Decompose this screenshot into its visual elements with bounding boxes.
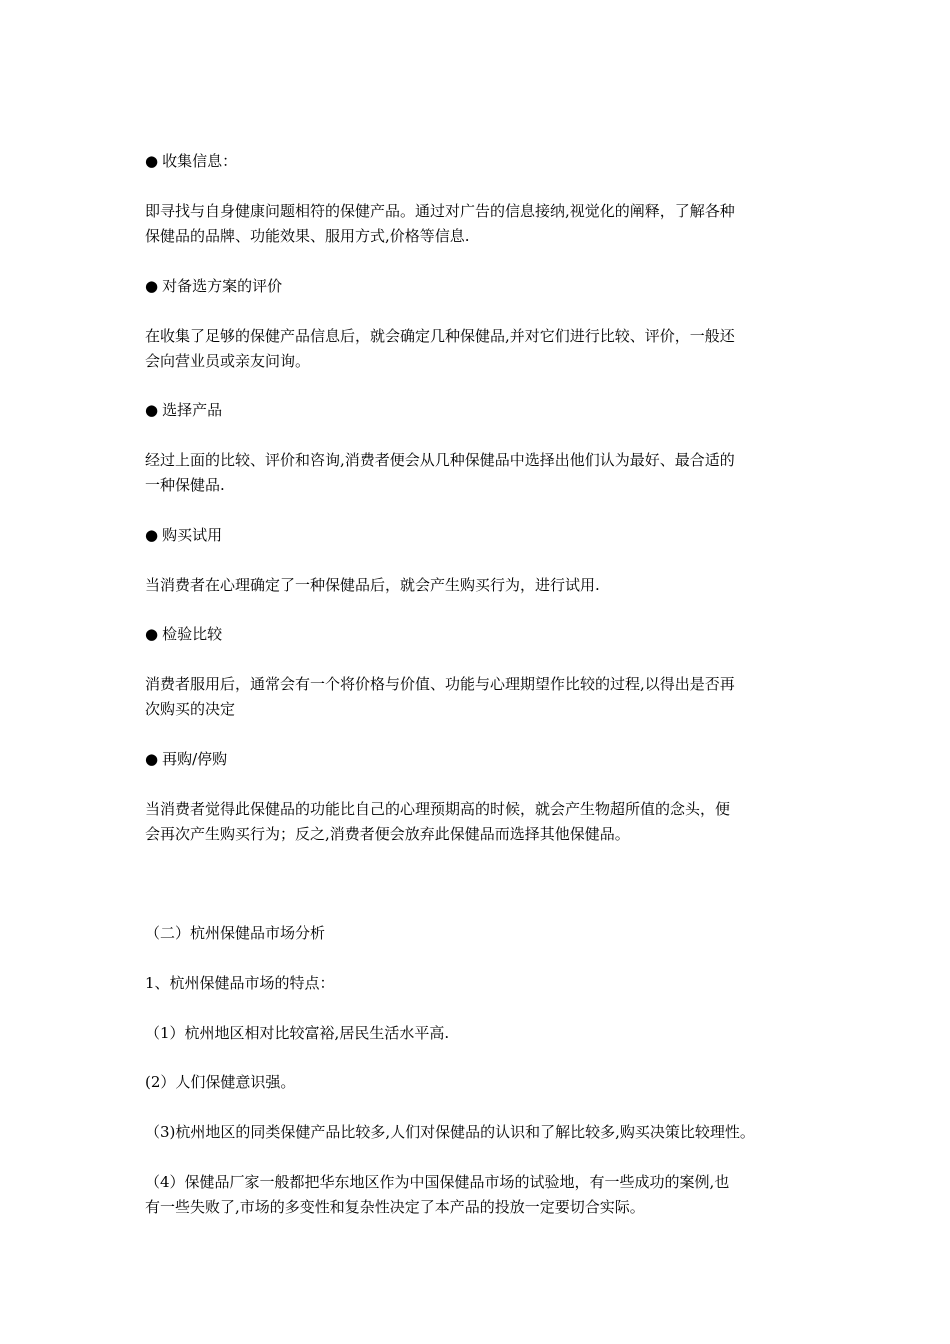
list-item: （3)杭州地区的同类保健产品比较多,人们对保健品的认识和了解比较多,购买决策比较理性。 xyxy=(145,1123,755,1141)
heading-text: 选择产品 xyxy=(162,401,223,419)
bullet-heading-repurchase xyxy=(145,747,813,771)
paragraph-line: 即寻找与自身健康问题相符的保健产品。通过对广告的信息接纳,视觉化的阐释，了解各种 xyxy=(145,202,735,220)
list-item: (2）人们保健意识强。 xyxy=(145,1073,296,1091)
heading-text: 对备选方案的评价 xyxy=(162,277,283,295)
bullet-heading-select-product xyxy=(145,398,813,422)
bullet-icon: ● xyxy=(145,625,159,643)
paragraph-line: 会再次产生购买行为；反之,消费者便会放弃此保健品而选择其他保健品。 xyxy=(145,825,630,843)
heading-text: 购买试用 xyxy=(162,526,223,544)
bullet-icon: ● xyxy=(145,277,159,295)
list-item: （1）杭州地区相对比较富裕,居民生活水平高. xyxy=(145,1024,450,1042)
paragraph-line: 在收集了足够的保健产品信息后，就会确定几种保健品,并对它们进行比较、评价，一般还 xyxy=(145,327,735,345)
bullet-heading-trial-purchase xyxy=(145,523,813,547)
paragraph-line: 一种保健品. xyxy=(145,476,225,494)
paragraph-line: 当消费者觉得此保健品的功能比自己的心理预期高的时候，就会产生物超所值的念头，便 xyxy=(145,800,731,818)
paragraph-line: 经过上面的比较、评价和咨询,消费者便会从几种保健品中选择出他们认为最好、最合适的 xyxy=(145,451,735,469)
paragraph-line: 当消费者在心理确定了一种保健品后，就会产生购买行为，进行试用. xyxy=(145,576,600,594)
heading-text: 检验比较 xyxy=(162,625,223,643)
section-title: （二）杭州保健品市场分析 xyxy=(145,924,326,942)
bullet-heading-evaluate-options xyxy=(145,274,813,298)
paragraph-line: 次购买的决定 xyxy=(145,700,236,718)
paragraph-line: 会向营业员或亲友问询。 xyxy=(145,352,311,370)
heading-text: 收集信息： xyxy=(162,152,238,170)
bullet-icon: ● xyxy=(145,750,159,768)
bullet-icon: ● xyxy=(145,152,159,170)
bullet-icon: ● xyxy=(145,526,159,544)
list-item-continuation: 有一些失败了,市场的多变性和复杂性决定了本产品的投放一定要切合实际。 xyxy=(145,1198,645,1216)
paragraph-line: 消费者服用后，通常会有一个将价格与价值、功能与心理期望作比较的过程,以得出是否再 xyxy=(145,675,735,693)
heading-text: 再购/停购 xyxy=(162,750,228,768)
paragraph-line: 保健品的品牌、功能效果、服用方式,价格等信息. xyxy=(145,227,470,245)
list-item: （4）保健品厂家一般都把华东地区作为中国保健品市场的试验地，有一些成功的案例,也 xyxy=(145,1173,730,1191)
section-subtitle: 1、杭州保健品市场的特点： xyxy=(145,974,335,992)
bullet-heading-verify-compare xyxy=(145,622,813,646)
bullet-icon: ● xyxy=(145,401,159,419)
bullet-heading-collect-info xyxy=(145,149,813,173)
